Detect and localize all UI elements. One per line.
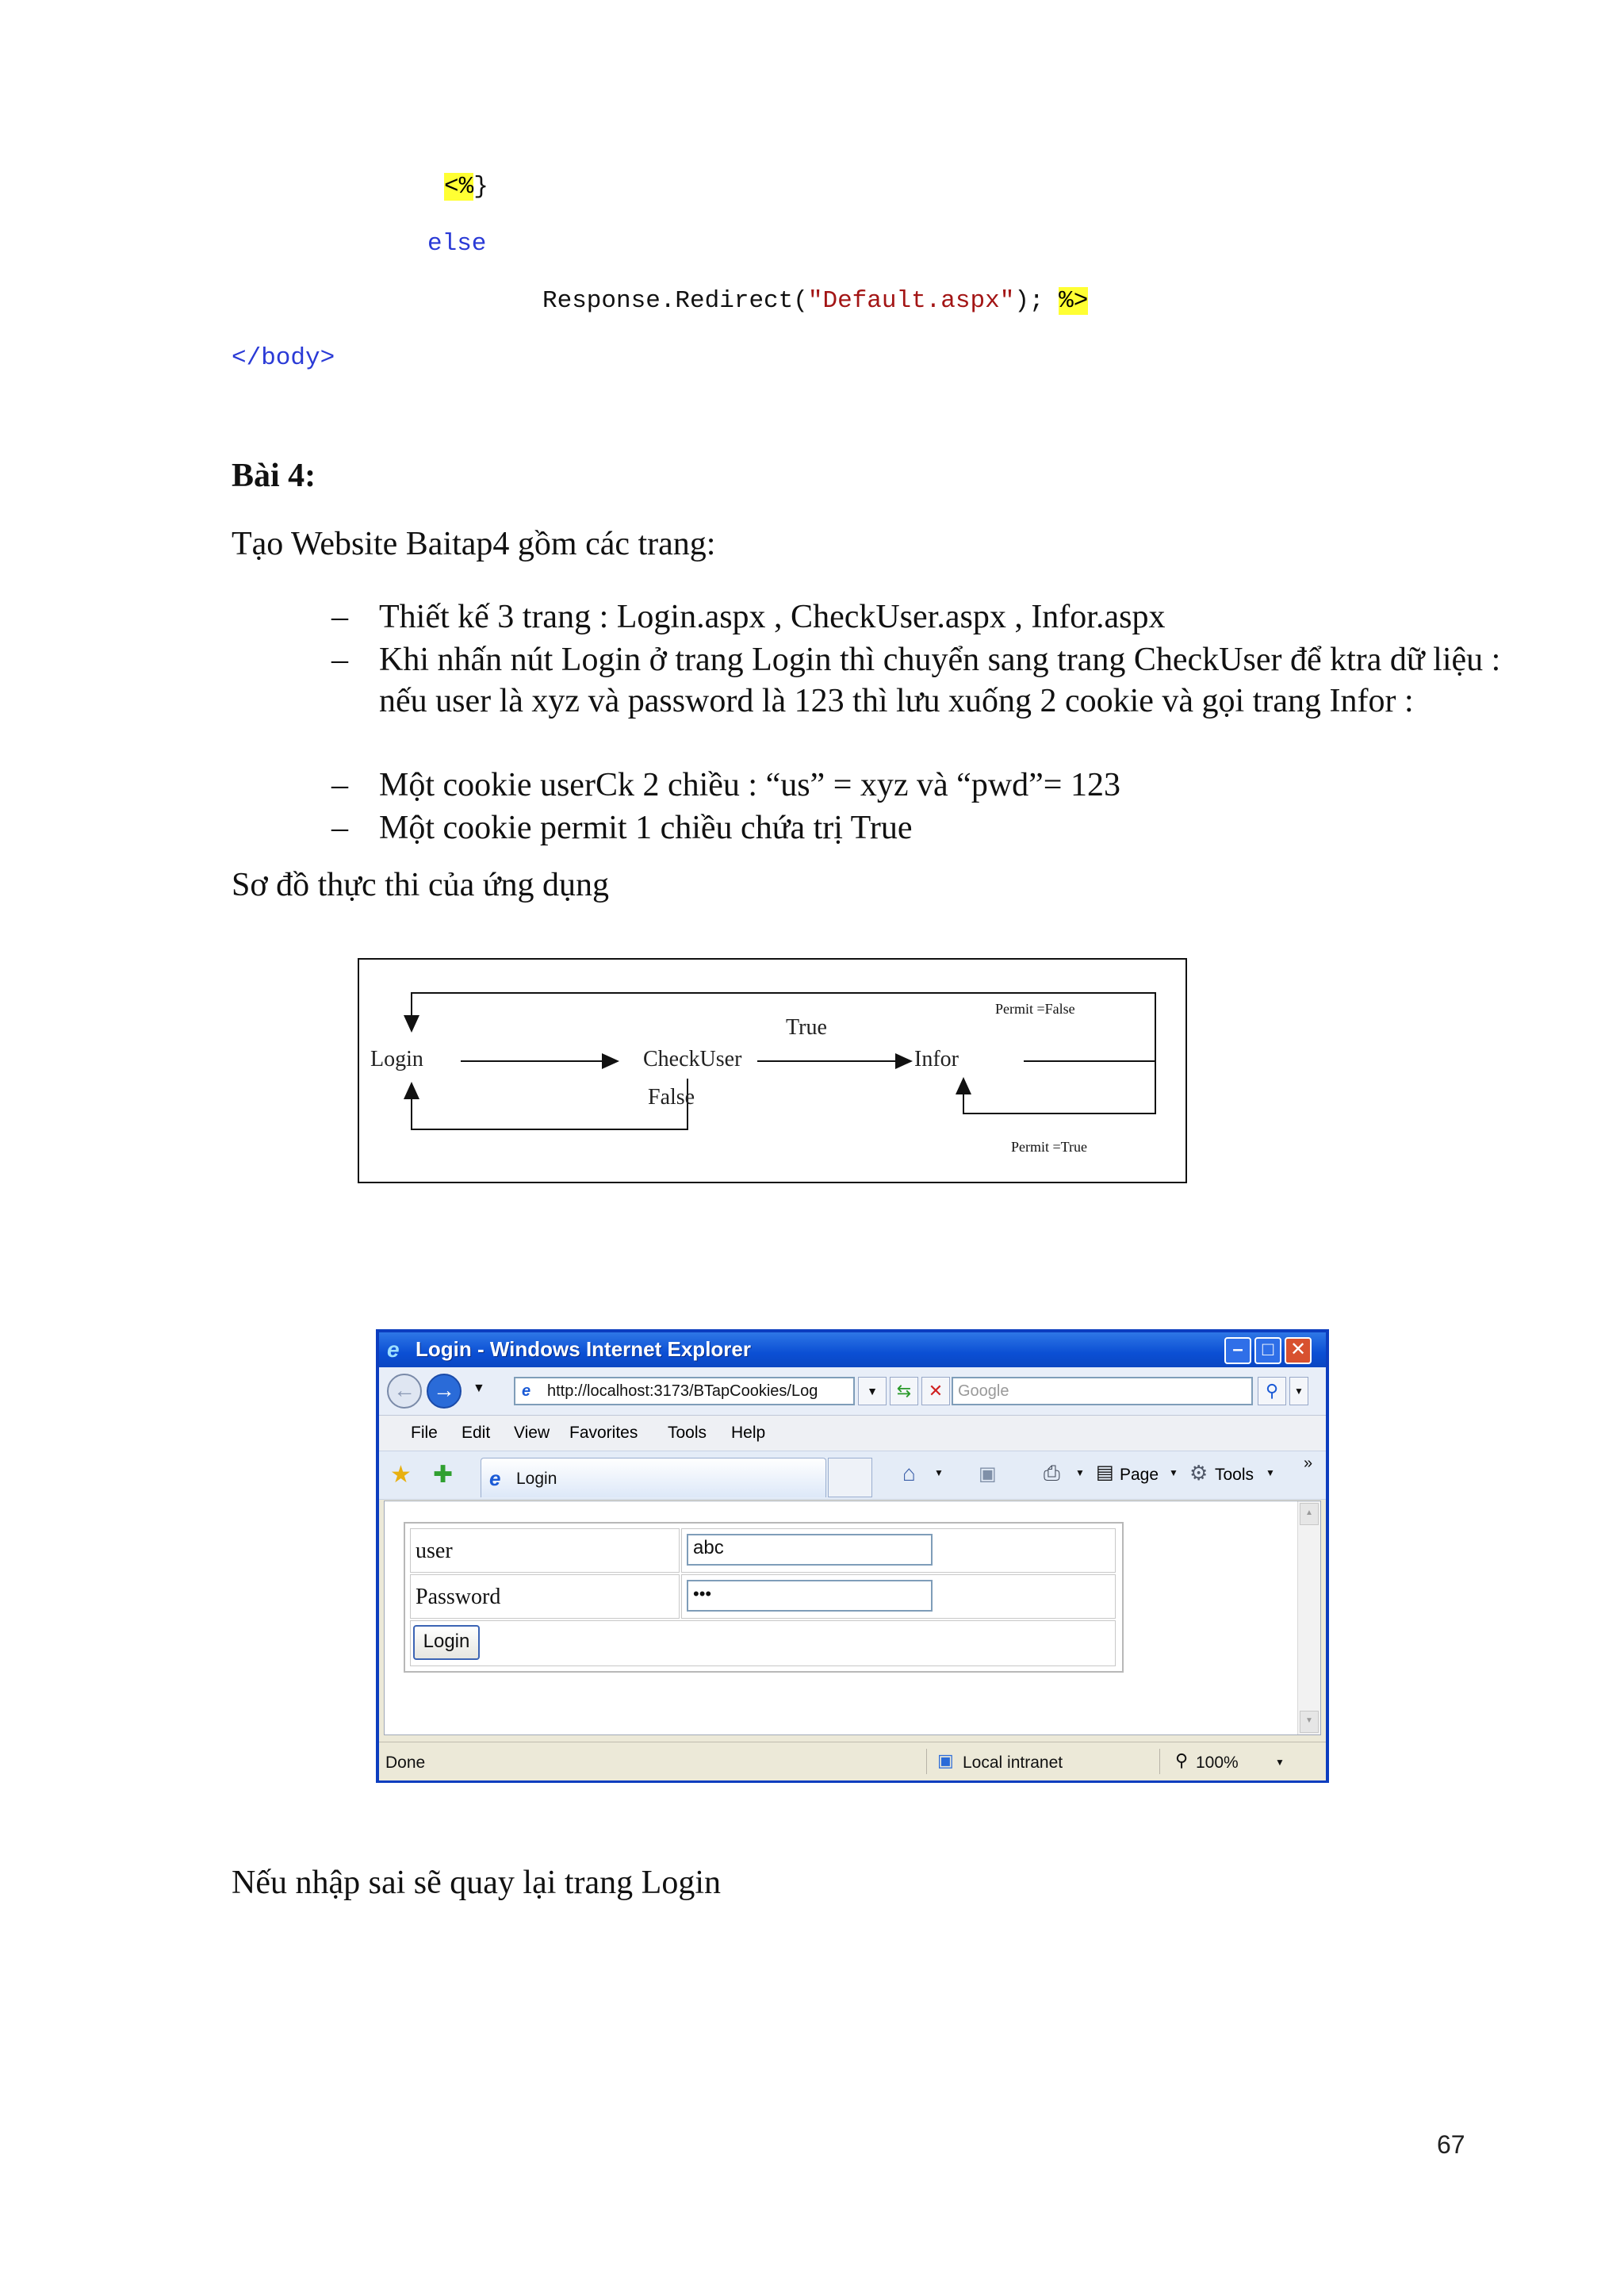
forward-button[interactable]: → [427, 1374, 462, 1409]
bullet-text: Một cookie userCk 2 chiều : “us” = xyz và “pwd”= 123 [379, 767, 1120, 803]
search-input[interactable]: Google [952, 1377, 1253, 1405]
status-separator [1159, 1749, 1160, 1774]
node-checkuser: CheckUser [643, 1047, 742, 1071]
home-icon[interactable]: ⌂ [902, 1461, 916, 1485]
password-label: Password [416, 1585, 501, 1609]
section-intro: Tạo Website Baitap4 gồm các trang: [232, 526, 716, 562]
search-icon[interactable]: ⚲ [1258, 1377, 1286, 1405]
close-button[interactable]: ✕ [1285, 1337, 1312, 1364]
ie-logo-icon: e [387, 1337, 400, 1362]
code-line-2: else [427, 230, 487, 258]
arrow-permit-true-loop [963, 1061, 1155, 1114]
node-login: Login [370, 1047, 423, 1071]
code-line-4: </body> [232, 344, 335, 372]
asp-open-tag: <% [444, 173, 474, 201]
section-heading: Bài 4: [232, 458, 316, 494]
login-form-table [404, 1522, 1124, 1673]
table-cell [681, 1574, 1116, 1619]
code-string: "Default.aspx" [807, 287, 1015, 315]
page-dropdown-icon[interactable]: ▼ [1169, 1467, 1178, 1478]
address-text: http://localhost:3173/BTapCookies/Log [547, 1382, 818, 1400]
print-icon[interactable]: ⎙ [1044, 1461, 1060, 1485]
table-cell [410, 1620, 1116, 1666]
arrow-false-loop [412, 1079, 688, 1129]
login-button[interactable]: Login [413, 1625, 480, 1660]
page-menu-icon: ▤ [1096, 1462, 1114, 1483]
code-end: ); [1014, 287, 1044, 315]
bullet-item [331, 765, 1505, 806]
bullet-dash: – [331, 810, 348, 846]
menu-bar [379, 1416, 1326, 1451]
new-tab-button[interactable] [828, 1458, 872, 1497]
password-input[interactable]: ••• [687, 1580, 933, 1612]
bullet-text: Một cookie permit 1 chiều chứa trị True [379, 810, 913, 846]
status-bar [379, 1742, 1326, 1780]
code-line-1 [444, 171, 488, 203]
menu-edit[interactable]: Edit [462, 1424, 491, 1442]
user-label: user [416, 1539, 453, 1563]
intranet-icon: ▣ [937, 1750, 954, 1770]
print-dropdown-icon[interactable]: ▼ [1075, 1467, 1085, 1478]
page-menu-button[interactable]: Page [1120, 1466, 1159, 1484]
table-cell [681, 1528, 1116, 1573]
tools-dropdown-icon[interactable]: ▼ [1266, 1467, 1275, 1478]
search-options-icon[interactable]: ▼ [1289, 1377, 1308, 1405]
table-cell [410, 1574, 680, 1619]
label-permit-false: Permit =False [995, 1001, 1075, 1017]
zoom-level[interactable]: 100% [1196, 1754, 1239, 1772]
feeds-icon[interactable]: ▣ [979, 1463, 997, 1485]
vertical-scrollbar[interactable] [1297, 1501, 1320, 1734]
menu-favorites[interactable]: Favorites [569, 1424, 638, 1442]
chevron-more-icon[interactable]: » [1304, 1455, 1313, 1472]
security-zone: Local intranet [963, 1754, 1063, 1772]
stop-button[interactable]: ✕ [921, 1377, 950, 1405]
node-infor: Infor [914, 1047, 959, 1071]
bullet-dash: – [331, 642, 348, 678]
label-permit-true: Permit =True [1011, 1139, 1087, 1155]
bullet-item [331, 596, 1505, 638]
page-icon: e [522, 1382, 531, 1400]
address-dropdown-button[interactable]: ▼ [858, 1377, 887, 1405]
tools-menu-button[interactable]: Tools [1215, 1466, 1254, 1484]
scroll-up-icon[interactable]: ▲ [1300, 1503, 1319, 1525]
menu-tools[interactable]: Tools [668, 1424, 707, 1442]
code-line-3 [542, 286, 1088, 317]
menu-file[interactable]: File [411, 1424, 438, 1442]
zoom-icon: ⚲ [1175, 1750, 1189, 1770]
code-brace: } [473, 173, 488, 201]
gear-icon: ⚙ [1189, 1461, 1208, 1485]
bullet-item [331, 807, 1505, 849]
home-dropdown-icon[interactable]: ▼ [934, 1467, 944, 1478]
zoom-dropdown-icon[interactable]: ▼ [1275, 1757, 1285, 1768]
footer-paragraph: Nếu nhập sai sẽ quay lại trang Login [232, 1865, 721, 1901]
label-true: True [786, 1015, 827, 1040]
navigation-bar [379, 1367, 1326, 1416]
title-bar [379, 1332, 1326, 1367]
menu-help[interactable]: Help [731, 1424, 766, 1442]
tab-login[interactable] [481, 1458, 826, 1497]
scroll-down-icon[interactable]: ▼ [1300, 1711, 1319, 1733]
maximize-button[interactable]: □ [1254, 1337, 1281, 1364]
favorites-bar [379, 1451, 1326, 1500]
diagram-caption: Sơ đồ thực thi của ứng dụng [232, 867, 610, 903]
bullet-item [331, 639, 1505, 766]
favorites-star-icon[interactable]: ★ [390, 1462, 412, 1488]
status-text: Done [385, 1754, 426, 1772]
page-number: 67 [1437, 2130, 1465, 2159]
address-bar[interactable] [514, 1377, 855, 1405]
window-title: Login - Windows Internet Explorer [416, 1337, 751, 1361]
label-false: False [648, 1085, 695, 1110]
browser-window [376, 1329, 1329, 1783]
bullet-dash: – [331, 599, 348, 635]
asp-close-tag: %> [1059, 287, 1089, 315]
page-content [384, 1501, 1321, 1735]
bullet-text: Khi nhấn nút Login ở trang Login thì chuyển sang trang CheckUser để ktra dữ liệu : nếu user là xyz và password là 123 thì lưu xuống 2 cookie và gọi trang Infor : [379, 642, 1501, 719]
refresh-button[interactable]: ⇆ [890, 1377, 918, 1405]
add-favorite-icon[interactable]: ✚ [433, 1462, 454, 1488]
tab-page-icon: e [489, 1466, 501, 1490]
menu-view[interactable]: View [514, 1424, 550, 1442]
flow-diagram [358, 958, 1187, 1183]
user-input[interactable]: abc [687, 1534, 933, 1566]
bullet-text: Thiết kế 3 trang : Login.aspx , CheckUser.aspx , Infor.aspx [379, 599, 1166, 635]
back-button[interactable]: ← [387, 1374, 422, 1409]
bullet-dash: – [331, 767, 348, 803]
table-cell [410, 1528, 680, 1573]
tab-label: Login [516, 1470, 557, 1488]
status-separator [926, 1749, 927, 1774]
history-dropdown-icon[interactable]: ▼ [473, 1382, 485, 1395]
code-call: Response.Redirect( [542, 287, 808, 315]
minimize-button[interactable]: – [1224, 1337, 1251, 1364]
